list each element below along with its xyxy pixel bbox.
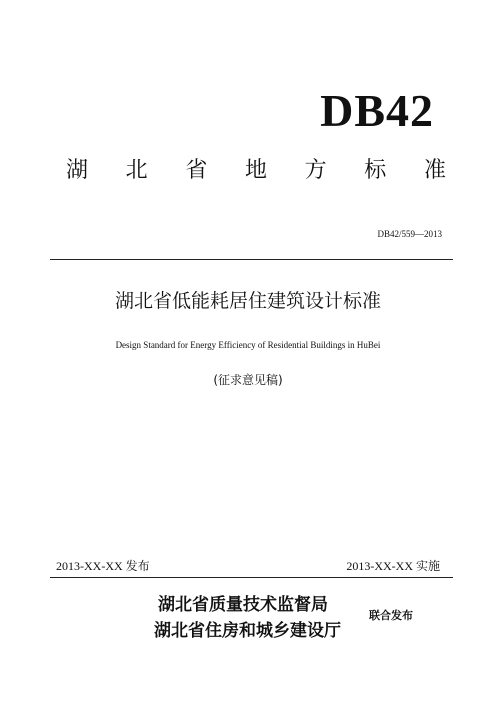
label-char: 湖 xyxy=(66,158,89,183)
document-title-english: Design Standard for Energy Efficiency of Residential Buildings in HuBei xyxy=(115,340,381,350)
bottom-divider xyxy=(50,577,453,578)
label-char: 标 xyxy=(364,158,387,183)
draft-status: (征求意见稿) xyxy=(213,373,283,387)
label-char: 省 xyxy=(185,158,208,183)
joint-issue-label: 联合发布 xyxy=(369,609,413,622)
document-title-chinese: 湖北省低能耗居住建筑设计标准 xyxy=(114,290,381,312)
implementation-date: 2013-XX-XX 实施 xyxy=(346,559,440,573)
label-char: 准 xyxy=(423,158,446,183)
label-char: 方 xyxy=(304,158,327,183)
standard-number: DB42/559—2013 xyxy=(377,229,442,239)
issue-date: 2013-XX-XX 发布 xyxy=(56,559,150,573)
label-char: 北 xyxy=(125,158,148,183)
standard-code: DB42 xyxy=(320,85,434,136)
top-divider xyxy=(50,259,453,260)
label-char: 地 xyxy=(244,158,267,183)
issuer-quality-bureau: 湖北省质量技术监督局 xyxy=(158,595,328,615)
issuer-housing-department: 湖北省住房和城乡建设厅 xyxy=(154,621,341,641)
local-standard-label xyxy=(66,160,446,182)
